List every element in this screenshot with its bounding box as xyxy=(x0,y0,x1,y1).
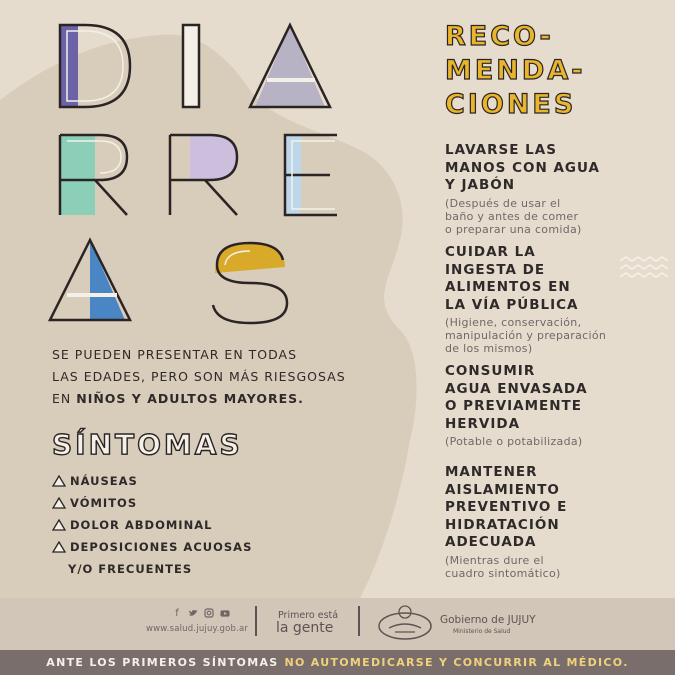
recommendation-item xyxy=(445,244,645,355)
letter-d xyxy=(60,25,130,107)
intro-line-3-prefix: EN xyxy=(52,391,72,406)
reco-title-line: RECO- xyxy=(445,21,554,52)
recommendation-heading: CONSUMIR AGUA ENVASADA O PREVIAMENTE HERVIDA xyxy=(445,363,588,432)
instagram-icon[interactable] xyxy=(204,608,214,618)
letter-i xyxy=(183,25,199,107)
symptom-label: DEPOSICIONES ACUOSAS xyxy=(70,540,253,554)
intro-line-2: LAS EDADES, PERO SON MÁS RIESGOSAS xyxy=(52,369,346,384)
intro-text xyxy=(52,344,382,410)
letter-s xyxy=(213,243,287,323)
slogan-small: Primero está xyxy=(278,610,339,621)
youtube-icon[interactable] xyxy=(220,608,230,618)
reco-title-line: MENDA- xyxy=(445,55,586,86)
symptom-item xyxy=(52,470,252,492)
title-diarreas xyxy=(45,15,405,345)
recomendaciones-title xyxy=(445,20,585,122)
recommendation-heading: LAVARSE LAS MANOS CON AGUA Y JABÓN xyxy=(445,142,600,193)
intro-line-3 xyxy=(52,388,382,410)
social-icons xyxy=(172,608,230,618)
sintomas-title: SÍNTOMAS xyxy=(52,428,243,461)
letter-a1 xyxy=(250,25,330,107)
footer-band xyxy=(0,598,675,650)
recommendation-note: (Higiene, conservación, manipulación y preparación de los mismos) xyxy=(445,316,607,355)
bottom-warning-part2: NO AUTOMEDICARSE Y CONCURRIR AL MÉDICO. xyxy=(284,656,629,669)
recommendation-note: (Después de usar el baño y antes de comer o preparar una comida) xyxy=(445,196,582,236)
bottom-warning-part1: ANTE LOS PRIMEROS SÍNTOMAS xyxy=(46,656,279,669)
recommendation-note: (Potable o potabilizada) xyxy=(445,435,583,448)
warning-triangle-icon xyxy=(52,497,66,509)
footer-divider xyxy=(358,606,360,636)
symptom-label: NÁUSEAS xyxy=(70,474,138,488)
website-link[interactable]: www.salud.jujuy.gob.ar xyxy=(146,624,249,634)
letter-e xyxy=(285,135,337,215)
warning-triangle-icon xyxy=(52,475,66,487)
symptom-label: DOLOR ABDOMINAL xyxy=(70,518,213,532)
symptom-item xyxy=(52,492,252,514)
bottom-warning-bar xyxy=(0,650,675,675)
letter-a2 xyxy=(50,240,130,320)
slogan-big: la gente xyxy=(276,620,334,636)
recommendation-item xyxy=(445,142,645,236)
letter-r2 xyxy=(170,135,237,215)
warning-triangle-icon xyxy=(52,519,66,531)
government-name: Gobierno de JUJUY xyxy=(440,614,536,626)
intro-line-1: SE PUEDEN PRESENTAR EN TODAS xyxy=(52,347,298,362)
letter-r1 xyxy=(60,135,127,215)
recommendation-heading: MANTENER AISLAMIENTO PREVENTIVO E HIDRATACIÓN ADECUADA xyxy=(445,464,568,550)
recommendation-heading: CUIDAR LA INGESTA DE ALIMENTOS EN LA VÍA PÚBLICA xyxy=(445,244,579,313)
footer-divider xyxy=(255,606,257,636)
recommendation-note: (Mientras dure el cuadro sintomático) xyxy=(445,553,561,580)
symptom-item xyxy=(52,536,252,558)
zigzag-decoration xyxy=(620,255,672,285)
ministry-name: Ministerio de Salud xyxy=(453,628,511,635)
symptom-continuation: Y/O FRECUENTES xyxy=(68,562,193,576)
recommendation-item xyxy=(445,464,645,580)
government-shield-logo xyxy=(375,602,435,642)
reco-title-line: CIONES xyxy=(445,89,577,120)
twitter-icon[interactable] xyxy=(188,608,198,618)
symptom-label: VÓMITOS xyxy=(70,496,138,510)
recommendation-item xyxy=(445,363,645,448)
symptom-item xyxy=(52,514,252,536)
symptom-list xyxy=(52,470,252,580)
warning-triangle-icon xyxy=(52,541,66,553)
facebook-icon[interactable]: f xyxy=(175,607,179,619)
intro-highlight: NIÑOS Y ADULTOS MAYORES. xyxy=(76,391,304,406)
